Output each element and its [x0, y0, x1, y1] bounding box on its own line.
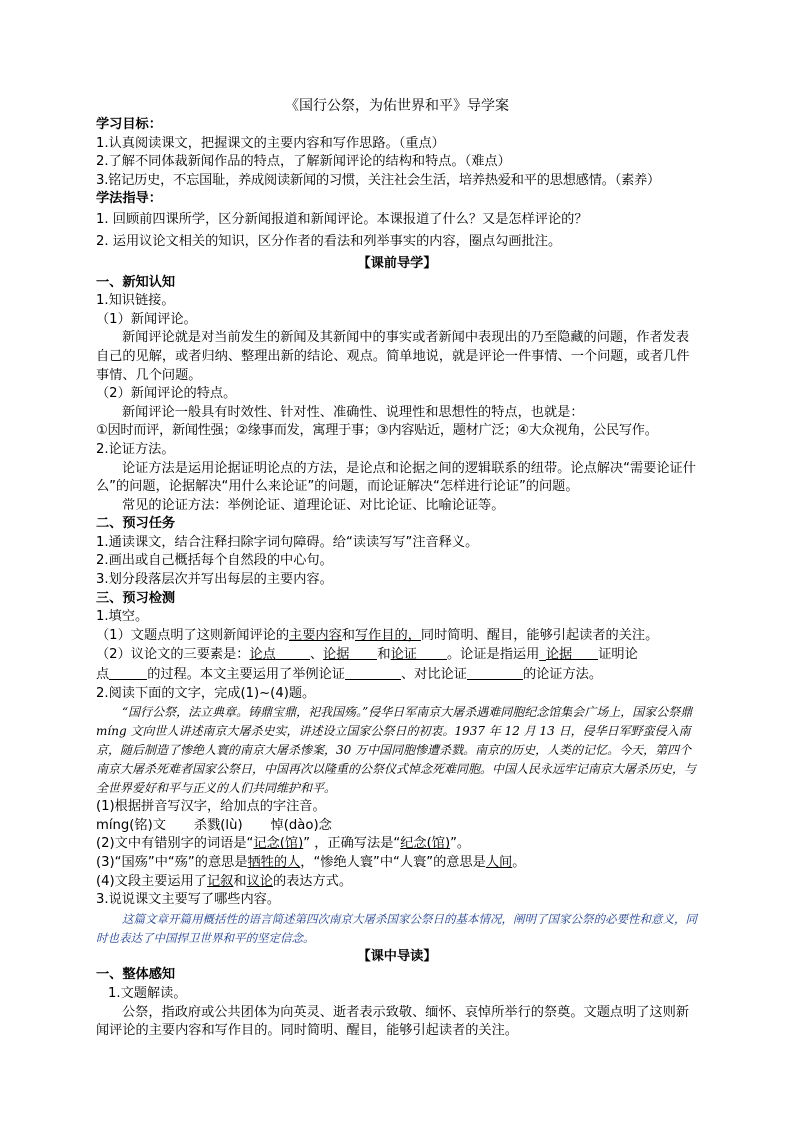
sub-item: 1.文题解读。 — [108, 985, 187, 1001]
paragraph: 新闻评论一般具有时效性、针对性、准确性、说理性和思想性的特点，也就是： — [122, 404, 584, 420]
answer-blank: 纪念(馆) — [400, 836, 451, 852]
sub-item: （1）新闻评论。 — [96, 311, 197, 327]
paragraph: 论证方法是运用论据证明论点的方法，是论点和论据之间的逻辑联系的纽带。论点解决“需要论证什么”的问题，论据解决“用什么来论证”的问题，而论证解决“怎样进行论证”的问题。 — [96, 460, 696, 495]
reading-passage: “国行公祭，法立典章。铸鼎宝鼎，祀我国殇。”侵华日军南京大屠杀遇难同胞纪念馆集会广场上，国家公祭鼎 míng 文向世人讲述南京大屠杀史实，讲述设立国家公祭日的初衷。1937 年 12 月 13 日，侵华日军野蛮侵入南京，随后制造了惨绝人寰的南京大屠杀惨案，30 万中国同胞惨遭杀戮。南京的历史，人类的记忆。今天，第四个南京大屠杀死难者国家公祭日，中国再次以隆重的公祭仪式悼念死难同胞。中国人民永远牢记南京大屠杀历史，与全世界爱好和平与正义的人们共同维护和平。 — [96, 705, 697, 796]
task-item: 2.画出或自己概括每个自然段的中心句。 — [96, 553, 333, 569]
goal-item: 1.认真阅读课文，把握课文的主要内容和写作思路。（重点） — [96, 135, 445, 151]
section-heading-1: 一、新知认知 — [96, 274, 176, 290]
sub-item: 3.说说课文主要写了哪些内容。 — [96, 892, 281, 908]
pinyin-row: míng(铭)文 杀戮(lù) 悼(dào)念 — [96, 817, 332, 833]
method-item: 2. 运用议论文相关的知识，区分作者的看法和列举事实的内容，圈点勾画批注。 — [96, 233, 562, 249]
sub-item: （2）新闻评论的特点。 — [96, 386, 237, 402]
goal-item: 2.了解不同体裁新闻作品的特点，了解新闻评论的结构和特点。（难点） — [96, 154, 511, 170]
paragraph: ①因时而评，新闻性强；②缘事而发，寓理于事；③内容贴近，题材广泛；④大众视角，公民写作。 — [96, 423, 658, 439]
method-heading: 学法指导： — [96, 191, 162, 207]
document-page — [96, 96, 698, 1041]
section-heading-overall: 一、整体感知 — [96, 967, 176, 983]
passage-question-3: (3)“国殇”中“殇”的意思是牺牲的人，“惨绝人寰”中“人寰”的意思是人间。 — [96, 855, 526, 870]
section-heading-2: 二、预习任务 — [96, 516, 176, 532]
task-item: 1.通读课文，结合注释扫除字词句障碍。给“读读写写”注音释义。 — [96, 534, 479, 550]
goals-heading: 学习目标： — [96, 117, 162, 132]
section-heading-3: 三、预习检测 — [96, 590, 176, 606]
answer-blank: 论点 — [249, 647, 276, 663]
answer-blank: 写作目的， — [354, 627, 421, 643]
answer-blank: 牺牲的人 — [247, 855, 301, 870]
paragraph: 公祭，指政府或公共团体为向英灵、逝者表示致敬、缅怀、哀悼所举行的祭奠。文题点明了这则新闻评论的主要内容和写作目的。同时简明、醒目，能够引起读者的关注。 — [96, 1004, 690, 1039]
method-item: 1. 回顾前四课所学，区分新闻报道和新闻评论。本课报道了什么？又是怎样评论的？ — [96, 211, 588, 227]
answer-blank: 论据 — [545, 647, 573, 663]
section-in-class: 【课中导读】 — [357, 948, 437, 964]
paragraph: 常见的论证方法：举例论证、道理论证、对比论证、比喻论证等。 — [122, 497, 505, 513]
passage-question-4: (4)文段主要运用了记叙和议论的表达方式。 — [96, 873, 353, 889]
answer-blank: 记念(馆) — [253, 836, 304, 852]
answer-blank: 议论 — [246, 873, 273, 889]
section-pre-study: 【课前导学】 — [357, 255, 437, 271]
fill-question-2-cont: 点 的过程。本文主要运用了举例论证 、对比论证 的论证方法。 — [96, 667, 603, 683]
answer-text: 这篇文章开篇用概括性的语言简述第四次南京大屠杀国家公祭日的基本情况，阐明了国家公祭的必要性和意义，同时也表达了中国捍卫世界和平的坚定信念。 — [96, 911, 697, 945]
passage-question-2: (2)文中有错别字的词语是“记念(馆)” ，正确写法是“纪念(馆)”。 — [96, 836, 471, 852]
answer-blank: 论据 — [323, 647, 350, 663]
answer-blank: 主要内容 — [289, 627, 342, 643]
task-item: 3.划分段落层次并写出每层的主要内容。 — [96, 572, 333, 588]
document-title: 《国行公祭，为佑世界和平》导学案 — [285, 98, 509, 114]
fill-question-1: （1）文题点明了这则新闻评论的主要内容和写作目的，同时简明、醒目，能够引起读者的关注。 — [96, 627, 659, 643]
sub-item: 1.知识链接。 — [96, 293, 175, 309]
answer-blank: 论证 — [390, 647, 417, 663]
sub-item: 1.填空。 — [96, 609, 149, 625]
answer-blank: 记叙 — [207, 873, 234, 889]
passage-question-1: (1)根据拼音写汉字，给加点的字注音。 — [96, 799, 326, 815]
sub-item: 2.论证方法。 — [96, 441, 175, 457]
paragraph: 新闻评论就是对当前发生的新闻及其新闻中的事实或者新闻中表现出的乃至隐藏的问题，作者发表自己的见解，或者归纳、整理出新的结论、观点。简单地说，就是评论一件事情、一个问题，或者几件事情、几个问题。 — [96, 330, 690, 383]
sub-item: 2.阅读下面的文字，完成(1)~(4)题。 — [96, 685, 316, 701]
fill-question-2: （2）议论文的三要素是：论点 、论据 和论证 。论证是指运用_论据 证明论 — [96, 647, 638, 663]
goal-item: 3.铭记历史，不忘国耻，养成阅读新闻的习惯，关注社会生活，培养热爱和平的思想感情。（素养） — [96, 172, 661, 188]
answer-blank: 人间 — [485, 855, 513, 870]
